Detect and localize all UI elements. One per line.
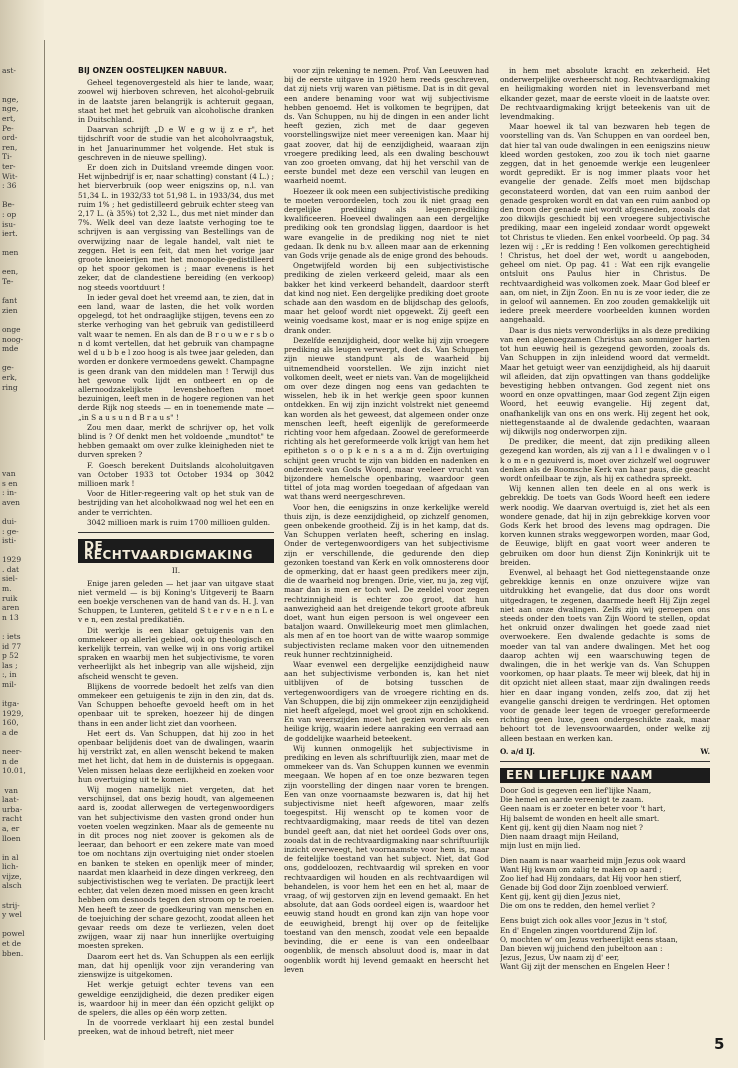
paragraph: Enige jaren geleden — het jaar van uitgave staat niet vermeld — is bij Koning's Uitgeverij te Baarn een boekje verschenen van de hand van ds. H. J. van Schuppen, te Lunteren, getiteld S t e r v e n e n L e v e n, een zestal predikatiën. — [78, 578, 274, 625]
poem-line: Want Hij kwam om zalig te maken op aard ; — [500, 864, 662, 874]
poem-line: O, mochten w' om Jezus verheerlijkt eens staan, — [500, 934, 678, 944]
poem-line: Genade bij God door Zijn zoenbloed verwierf. — [500, 883, 669, 893]
paragraph: In de voorrede verklaart hij een zestal bundel preeken, wat de inhoud betreft, niet meer — [78, 1018, 274, 1037]
paragraph: Dezelfde eenzijdigheid, door welke hij zijn vroegere prediking als leugen verwerpt, doet ds. Van Schuppen zijn nieuwe standpunt als de waarheid bij uitnemendheid voorstellen. We zijn inzicht niet volkomen deelt, weet er niets van. Van de mogelijkheid om over deze dingen nog eens van gedachten te wisselen, heb ik in het werkje geen spoor kunnen ontdekken. En wij zijn inzicht volstrekt niet geneemd kan worden als het geweest, dat algemeen onder onze menschen leeft, heeft eigenlijk de gereformeerde richting voor hem afgedaan. Zoowel de gereformeerde richting als het gereformeerde volk krijgt van hem het epitheton s o o p k e n s a a m d. Zijn overtuiging schijnt geen vrucht te zijn van bidden en nadenken en onderzoek van Gods Woord, maar veeleer vrucht van bijzondere hemelsche openbaring, waardoor geen tittel of jota mag worden toegedaan of afgedaan van wat thans werd neergeschreven. — [284, 335, 489, 502]
column-1 — [78, 66, 274, 1056]
paragraph: Maar hoewel ik tal van bezwaren heb tegen de voorstelling van ds. Van Schuppen en van oordeel ben, dat hier tal van oude dwalingen in een eenigszins nieuw kleed worden gestoken, zoo zou ik toch niet gaarne zeggen, dat in het genoemde werkje een leugenleer wordt gepredikt. Er is nog immer plaats voor het evangelie der genade. Zelfs moet men bijdschap geconstateerd worden, dat van een ruim aanbod der genade gesproken wordt en dat van een ruim aanbod op den troon der genade niet wordt afgesneden, zooals dat zoo dikwijls geschiedt bij een vroegere subjectivische prediking, maar een ingeleid zondaar wordt opgewekt tot Christus te vlieden. Een enkel voorbeeld. Op pag. 34 lezen wij : „Er is redding ! Een volkomen gerechtigheid ! Christus, het doel der wet, wordt u aangeboden, geheel om niet. Op pag. 41 : Wat een rijk evangelie ontsluit ons Paulus hier in Christus. De rechtvaardigheid was volkomen zoek. Maar God bleef er aan, om niet, in Zijn Zoon. En nu is ze voor ieder, die ze in geloof wil aannemen. En zoo zouden gemakkelijk uit iedere preek meerdere voorbeelden kunnen worden aangehaald. — [500, 122, 710, 325]
previous-page-fragments: ast- nge, nge, ert, Pe- ord- ren, Ti- ter- Wit- : 36 Be- : op isu- iert. men een, Te- fant zien onge noog- mde ge- erk, ring van s en : in- aven dui- : ge- isti- 1929 . dat siel- m. ruik aren n 13 : iets id 77 p 52 las ; :, in mil- itga- 1929, 160, a de neer- n de 10.01, van laat- urba- racht a, er lloen in al lich- vijze, alsch strij- y wel powel et de bben. — [2, 66, 26, 958]
paragraph: Wij mogen namelijk niet vergeten, dat het verschijnsel, dat ons bezig houdt, van algemeenen aard is, zoodat allerwegen de vertegenwoordigers van het subjectivisme den vasten grond onder hun voeten voelen wegzinken. Maar als de gemeente nu in dit proces nog niet zoover is gekomen als de leeraar, dan behoort er een zekere mate van moed toe om nochtans zijn overtuiging niet onder stoelen en banken te steken en openlijk meer of minder, naardat men klaarheid in deze dingen verkreeg, den subjectivistischen weg te verlaten. De practijk leert echter, dat velen dezen moed missen en geen kracht hebben om desnoods tegen den stroom op te roeien. Men heeft te zeer de goedkeuring van menschen en de toejuiching der schare gezocht, zoodat alleen het gevaar reeds om deze te verliezen, velen doet zwijgen, waar zij naar hun innerlijke overtuiging moesten spreken. — [78, 785, 274, 951]
poem-line: Kent gij, kent gij dien Jezus niet, — [500, 892, 621, 902]
paragraph: In ieder geval doet het vreemd aan, te zien, dat in een land, waar de lasten, die het volk worden opgelegd, tot het ondraaglijke stijgen, tevens een zo sterke verhoging van het gebruik van gedistilleerd valt waar te nemen. En als dan de B r o u w e r s b o n d komt vertellen, dat het gebruik van champagne wel d u b b e l zoo hoog is als twee jaar geleden, dan worden er donkere vermoedens gewekt. Champagne is geen drank van den middelen man ! Terwijl dus het gewone volk lijdt en ontbeert en op de allernoodzakelijkste levensbehoeften moet bezuinigen, leeft men in de hogere regionen van het derde Rijk nog steeds — en in toenemende mate — „in S a u s u n d B r a u s" ! — [78, 292, 274, 422]
paragraph: Het eert ds. Van Schuppen, dat hij zoo in het openbaar belijdenis doet van de dwalingen, waarin hij verstrikt zat, en allen wenscht bekend te maken met het licht, dat hem in de duisternis is opgegaan. Velen missen helaas deze eerlijkheid en zoeken voor hun overtuiging uit te komen. — [78, 728, 274, 784]
poem-line: Dien naam draagt mijn Heiland, — [500, 831, 619, 841]
article-part-number: II. — [171, 566, 181, 576]
poem-line: Dan bieven wij juichend den jubeltoon aan : — [500, 943, 663, 953]
paragraph: Het werkje getuigt echter tevens van een geweldige eenzijdigheid, die dezen prediker eigen is, waardoor hij in meer dan één opzicht gelijkt op de spelers, die alles op één worp zetten. — [78, 980, 274, 1017]
paragraph: Zou men daar, merkt de schrijver op, het volk blind is ? Of denkt men het voldoende „mundtot" te hebben gemaakt om over zulke kleinigheden niet te durven spreken ? — [78, 422, 274, 460]
poem-line: Die hemel en aarde vereenigt te zaam. — [500, 795, 644, 805]
paragraph: in hem met absolute kracht en zekerheid. Het onderwerpelijke overheerscht nog. Rechtvaardigmaking en heiligmaking worden niet in levensverband met elkander gezet, maar de eerste vloeit in de laatste over. De rechtvaardigmaking krijgt beteekenis van uit de levendmaking. — [500, 66, 710, 122]
poem-line: Eens buigt zich ook alles voor Jezus in 't stof, — [500, 916, 668, 926]
paragraph: Daar is dus niets verwonderlijks in als deze prediking van een algenoegzamen Christus aan sommiger harten tot hun eeuwig heil is gezegend geworden, zooals ds. Van Schuppen in zijn inleidend woord dat vermeldt. Maar het getuigt weer van eenzijdigheid, als hij daaruit wil afleiden, dat zijn opvattingen van thans goddelijke bevestiging hebben ontvangen. God zegent niet ons woord en onze opvattingen, maar God zegent Zijn eigen Woord, het eeuwig evangelie. Hij zegent dat, onafhankelijk van ons en ons werk. Hij zegent het ook, niettegenstaande al de dwalende gedachten, waaraan wij dikwijls nog onderworpen zijn. — [500, 325, 710, 436]
paragraph: Voor de Hitler-regeering valt op het stuk van de bestrijding van het alcoholkwaad nog wel het een en ander te verrichten. — [78, 489, 274, 517]
gutter-divider — [44, 40, 45, 1040]
paragraph: Wij kunnen onmogelijk het subjectivisme in prediking en leven als schriftuurlijk zien, maar met de ommekeer van ds. Van Schuppen kunnen we evenmin meegaan. We hopen af en toe onze bezwaren tegen zijn voorstelling der dingen naar voren te brengen. Een van onze voornaamste bezwaren is, dat hij het subjectivisme niet heeft afgeworen, maar zelfs toegespitst. Hij wenscht op te komen voor de rechtvaardigmaking, maar reeds de titel van dezen bundel geeft aan, dat niet het oordeel Gods over ons, zooals dat in de rechtvaardigmaking naar schriftuurlijk inzicht overweegt, het voornaamste voor hem is, maar de feitelijke toestand van het subject. Niet, dat God ons, goddeloozen, rechtvaardig wil spreken en voor rechtvaardigen wil houden en als rechtvaardigen wil behandelen, is voor hem het een en het al, maar de vraag, of wij gestorven zijn en levend gemaakt. En het absolute, dat aan Gods oordeel eigen is, waardoor het eeuwig stand houdt en grond kan zijn van hope voor de eeuwigheid, brengt hij over op de feitelijke toestand van den mensch, zoodat vele een bepaalde bevinding, die er eene is van een ondeelbaar oogenblik, de mensch absoluut dood is, maar in dat oogenblik wordt hij levend gemaakt en heerscht het leven — [284, 743, 489, 974]
column-2 — [284, 66, 489, 1056]
poem-line: mijn lust en mijn lied. — [500, 840, 581, 850]
column-3 — [500, 66, 710, 1056]
poem-stanza — [500, 856, 710, 911]
article-body-nabuur — [78, 78, 274, 527]
signature-place: O. a/d IJ. — [500, 746, 535, 756]
paragraph: Waar evenwel een dergelijke eenzijdigheid nauw aan het subjectivisme verbonden is, kan het niet uitblijven of de botsing tusschen de vertegenwoordigers van de vroegere richting en ds. Van Schuppen, die bij zijn ommekeer zijn eenzijdigheid niet heeft afgelegd, moet wel groot zijn en schokkend. En van weerszijden moet het gezien worden als een heilige krijg, waarin iedere aanraking een verraad aan de goddelijke waarheid beteekent. — [284, 660, 489, 743]
paragraph: Dit werkje is een klaar getuigenis van den ommekeer op allerlei gebied, ook op theologisch en kerkelijk terrein, van welke wij in ons vorig artikel spraken en waarbij men het subjectivisme, te voren verheerlijkt als het inbegrip van alle wijsheid, zijn afscheid wenscht te geven. — [78, 625, 274, 681]
poem-line: Kent gij, kent gij dien Naam nog niet ? — [500, 822, 643, 832]
poem-line: Die om ons te redden, den hemel verliet ? — [500, 901, 655, 911]
paragraph: Ongetwijfeld worden bij een subjectivistische prediking de zielen verkeerd geleid, maar als een bakker het kind verkeerd behandelt, daardoor sterft dat kind nog niet. Een dergelijke prediking doet groote schade aan den wasdom en de blijdschap des geloofs, maar het geloof wordt niet opgewekt. Zij geeft een weinig voedsame kost, maar er is nog enige spijze en drank onder. — [284, 261, 489, 335]
article-signature — [500, 747, 710, 756]
poem-line: Zoo lief had Hij zondaars, dat Hij voor hen stierf, — [500, 874, 682, 884]
paragraph: F. Goesch berekent Duitslands alcoholuitgaven van October 1933 tot October 1934 op 3042 millioen mark ! — [78, 460, 274, 488]
paragraph: Er doen zich in Duitsland vreemde dingen voor. Het wijnbedrijf is er, naar schatting) constant (4 L.) ; het bierverbruik (oop weer enigszins op, n.l. van 51,34 L. in 1932/33 tot 51,98 L. in 1933/34, dus met ruim 1% ; het gedistilleerd gebruik echter steeg van 2,17 L. (à 35%) tot 2,32 L., dus met niet minder dan 7%. Welk deel van deze laatste verhoging toe te schrijven is aan vergissing van Bestellings van de overwijzing naar de legale handel, valt niet te zeggen. Het is een feit, dat men het vorige jaar groote knoeierijen met het monopolie-gedistilleerd op het spoor gekomen is ; maar evenens is het zeker, dat de clandestiene bereiding (en verkoop) nog steeds voortduurt ! — [78, 163, 274, 292]
paragraph: Hoezeer ik ook meen een subjectivistische prediking te moeten veroordeelen, toch zou ik niet graag een dergelijke prediking als leugen-prediking kwalificeeren. Hoeveel dwalingen aan een dergelijke prediking ook ten grondslag liggen, daardoor is het ware evangelie in de prediking nog niet te niet gedaan. Ik denk nu b.v. alleen maar aan de erkenning van Gods vrije genade als de enige grond des behouds. — [284, 186, 489, 261]
article-body-conclusion — [500, 66, 710, 743]
left-page-gutter — [0, 0, 44, 1068]
poem-banner: EEN LIEFLIJKE NAAM — [500, 768, 710, 783]
poem-line: Hij balsemt de wonden en heelt alle smart. — [500, 813, 660, 823]
article-banner-rechtvaardigmaking: DE RECHTVAARDIGMAKING — [78, 539, 274, 563]
paragraph: Daarom eert het ds. Van Schuppen als een eerlijk man, dat hij openlijk voor zijn verandering van zienswijze is uitgekomen. — [78, 951, 274, 980]
signature-initial: W. — [700, 746, 710, 756]
poem-line: Want Gij zijt der menschen en Engelen Heer ! — [500, 961, 670, 971]
poem-line: En d' Engelen zingen voortdurend Zijn lof. — [500, 925, 658, 935]
column-rule — [500, 761, 710, 762]
column-rule — [78, 532, 274, 533]
article-body-rechtvaardigmaking — [78, 579, 274, 1037]
poem-stanza — [500, 916, 710, 971]
poem-line: Dien naam is naar waarheid mijn Jezus ook waard — [500, 855, 686, 865]
paragraph: Geheel tegenovergesteld als hier te lande, waar, zoowel wij hierboven schreven, het alcohol-gebruik in de laatste jaren belangrijk is achteruit gegaan, staat het met het gebruik van alcoholische dranken in Duitschland. — [78, 78, 274, 125]
paragraph: voor zijn rekening te nemen. Prof. Van Leeuwen had bij de eerste uitgave in 1920 hem reeds geschreven, dat zij niets vrij waren van piëtisme. Dat is in dit geval een andere benaming voor wat wij subjectivisme hebben genoemd. Het is volkomen te begrijpen, dat ds. Van Schuppen, nu hij de dingen in een ander licht heeft gezien, zich met de daar gegeven voorstellingswijze niet meer vereenigen kan. Maar hij gaat zoover, dat hij de eenzijdigheid, waaraan zijn vroegere prediking leed, als een dwaling beschouwt van zoo groeten omvang, dat hij het verschil van de eerste bundel met deze een verschil van leugen en waarheid noemt. — [284, 66, 489, 186]
poem-body — [500, 786, 710, 971]
poem-stanza — [500, 786, 710, 850]
paragraph: Daarvan schrijft „D e W e g w ij z e r", het tijdschrift voor de studie van het alcoholvraagstuk, in het Januarinummer het volgende. Het stuk is geschreven in de nieuwe spelling). — [78, 125, 274, 162]
page-number: 5 — [714, 1035, 725, 1053]
poem-line: Geen naam is er zoeter en beter voor 't hart, — [500, 804, 666, 814]
paragraph: De prediker, die meent, dat zijn prediking alleen gezegend kan worden, als zij van a l l e dwalingen v o l k o m e n gezuiverd is, moet over zichzelf wel oogruwer denken als de Roomsche Kerk van haar paus, die geacht wordt onfeilbaar te zijn, als hij ex cathedra spreekt. — [500, 437, 710, 483]
paragraph: Voor hen, die eenigszins in onze kerkelijke wereld thuis zijn, is deze eenzijdigheid, op zichzelf genomen, geen onbekende grootheid. Zij is in het kamp, dat ds. Van Schuppen verlaten heeft, schering en inslag. Onder de vertegenwoordigers van het subjectivisme zijn er verschillende, die gedurende den diep gezonken toestand van Kerk en volk omnosterens door de opmerking, dat er haast geen predikers meer zijn, die de waarheid nog brengen. Drie, vier, nu ja, zeg vijf, maar dan is men er toch wel. De zeeldel voor zegen rechtzinnigheid is echter zoo groot, dat hun aanwezigheid aan het dreigende tekort groote afbreuk doet, want hun eigen persoon is wel ongeveer een bataljon waard. Onwillekeurig moet men glimlachen, als men af en toe hoort van de witte waarop sommige subjectivisten reclame maken voor den uitnemenden reuk hunner rechtzinnigheid. — [284, 502, 489, 659]
poem-line: Door God is gegeven een lief'lijke Naam, — [500, 786, 652, 796]
paragraph: 3042 millioen mark is ruim 1700 millioen gulden. — [87, 517, 271, 527]
paragraph: Evenwel, al behaagt het God niettegenstaande onze gebrekkige kennis en onze onzuivere wijze van uitdrukking het evangelie, dat dus door ons wordt uitgedragen, te zegenen, daarmede heeft Hij Zijn zegel niet aan onze dwalingen. Zelfs zijn wij geroepen ons steeds onder den toets van Zijn Woord te stellen, opdat het onkruid onzer dwalingen het goede zaad niet overwoekere. Een dwalende gedachte is soms de moeder van tal van andere dwalingen. Met het oog daarop achten wij een waarschuwing tegen de dwalingen, die in het werkje van ds. Van Schuppen voorkomen, op haar plaats. Te meer wij bleek, dat hij in dit opzicht niet alleen staat, maar zijn dwalingen reeds hier en daar ingang vonden, zelfs zoo, dat zij het evangelie ganschi dreigen te verdringen. Het optomen voor de genade leer tegen de vroeger gereformeerde richting geen luxe, geen ondergeschikte zaak, maar behoort tot de levensvoorwaarden, onder welke zij alleen bestaan en werken kan. — [500, 567, 710, 743]
article-body-continued — [284, 66, 489, 974]
article-heading-nabuur: BIJ ONZEN OOSTELIJKEN NABUUR. — [78, 66, 228, 75]
paragraph: Wij kennen allen ten deele en al ons werk is gebrekkig. De toets van Gods Woord heeft een iedere werk noodig. We daarvan overtuigd is, ziet het als een wondere genade, dat hij in zijn gebrekkige korven voor Gods Kerk het brood des levens mag opdragen. Die korven kunnen straks weggeworpen worden, maar God, de Eeuwige, blijft en gaat voort weer anderen te gebruiken om door hun dienst Zijn Koninkrijk uit te breiden. — [500, 484, 710, 567]
paragraph: Blijkens de voorrede bedoelt het zelfs van dien ommekeer een getuigenis te zijn in den zin, dat ds. Van Schuppen behoefte gevoeld heeft om in het openbaar uit te spreken, hoezeer hij de dingen thans in een ander licht ziet dan voorheen. — [78, 681, 274, 728]
poem-line: Jezus, Jezus, Uw naam zij d' eer, — [500, 952, 620, 962]
